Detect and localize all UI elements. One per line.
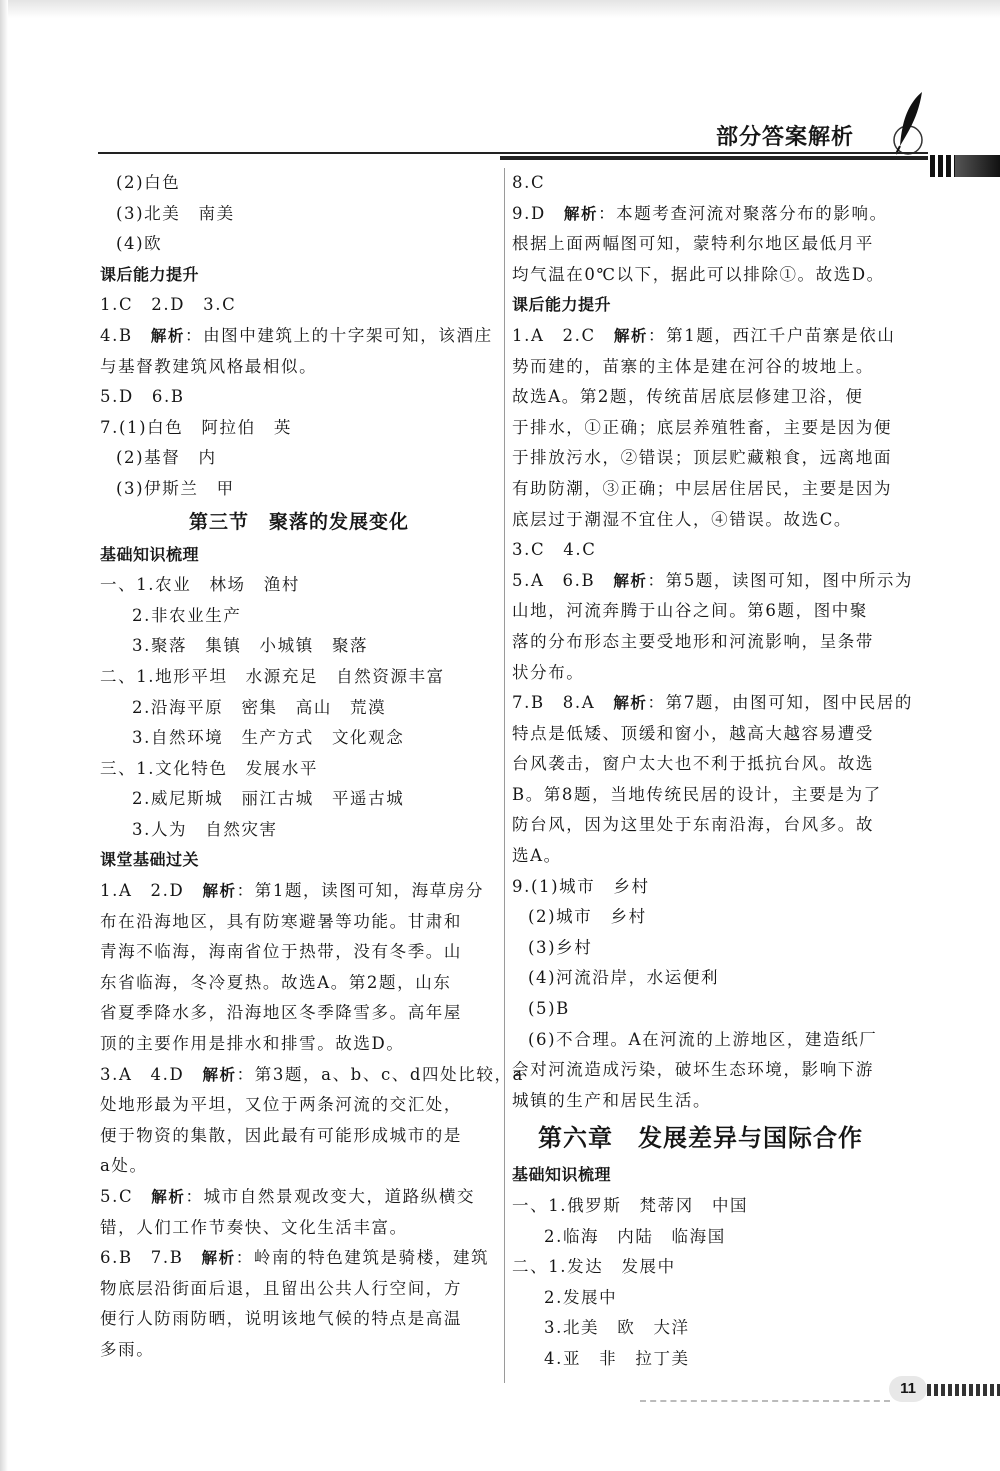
analysis-text: ：第7题，由图可知，图中民居的 <box>647 693 914 713</box>
analysis-text: ：由图中建筑上的十字架可知，该酒庄 <box>184 325 493 345</box>
answer-line <box>100 1182 498 1213</box>
answer-line: 2.沿海平原 密集 高山 荒漠 <box>132 697 387 717</box>
answer-line: (2)城市 乡村 <box>528 907 647 927</box>
answer-line: 于排放污水，②错误；顶层贮藏粮食，远离地面 <box>512 448 893 468</box>
subsection-heading: 课堂基础过关 <box>100 850 200 870</box>
analysis-label: 解析 <box>150 326 185 345</box>
analysis-label: 解析 <box>151 1188 186 1206</box>
answer-line: 东省临海，冬冷夏热。故选A。第2题，山东 <box>100 972 452 992</box>
analysis-label: 解析 <box>563 204 599 223</box>
subsection-heading: 基础知识梳理 <box>100 544 200 564</box>
answer-line <box>512 199 922 230</box>
answer-line: 4.亚 非 拉丁美 <box>544 1348 690 1368</box>
answer-line: 根据上面两幅图可知，蒙特利尔地区最低月平 <box>512 234 874 254</box>
answer-line: 3.聚落 集镇 小城镇 聚落 <box>132 636 369 656</box>
answer-line: 落的分布形态主要受地形和河流影响，呈条带 <box>512 631 874 651</box>
analysis-text: ：第1题，西江千户苗寨是依山 <box>648 325 896 345</box>
answer-line: 7.(1)白色 阿拉伯 英 <box>100 417 292 437</box>
right-column <box>512 168 922 1375</box>
answer-line <box>512 321 922 352</box>
analysis-text: ：岭南的特色建筑是骑楼，建筑 <box>235 1248 490 1268</box>
answer-line <box>100 1060 524 1091</box>
answer-line: 青海不临海，海南省位于热带，没有冬季。山 <box>100 942 462 962</box>
analysis-label: 解析 <box>613 326 649 345</box>
analysis-label: 解析 <box>202 1065 237 1084</box>
answer-line: (3)乡村 <box>528 937 593 957</box>
answer-line: (6)不合理。A在河流的上游地区，建造纸厂 <box>528 1029 878 1049</box>
subsection-heading: 课后能力提升 <box>100 264 200 284</box>
analysis-text: ：第1题，读图可知，海草房分 <box>236 881 485 901</box>
footer-decor-bar <box>927 1384 1000 1396</box>
page-left-shadow <box>0 0 8 1471</box>
answer-line <box>100 321 498 352</box>
answer-line: (2)基督 内 <box>116 448 217 468</box>
answer-line <box>512 566 922 597</box>
section-title: 第三节 聚落的发展变化 <box>188 510 409 533</box>
analysis-label: 解析 <box>201 1249 236 1268</box>
answer-key: 4.B <box>100 325 151 345</box>
answer-line: 势而建的，苗寨的主体是建在河谷的坡地上。 <box>512 356 874 376</box>
answer-line: a处。 <box>100 1156 148 1176</box>
answer-line: 与基督教建筑风格最相似。 <box>100 356 318 376</box>
answer-line: 状分布。 <box>512 662 585 682</box>
answer-line: (2)白色 <box>116 173 181 192</box>
footer-dashed-line <box>640 1400 890 1402</box>
header-title: 部分答案解析 <box>716 125 855 150</box>
answer-line: 防台风，因为这里处于东南沿海，台风多。故 <box>512 815 874 835</box>
analysis-text: ：第5题，读图可知，图中所示为 <box>647 570 914 590</box>
answer-line: 1.C 2.D 3.C <box>100 295 237 315</box>
answer-line: (4)欧 <box>116 234 163 254</box>
answer-line: 顶的主要作用是排水和排雪。故选D。 <box>100 1034 405 1054</box>
answer-key: 1.A 2.C <box>512 325 614 345</box>
answer-line: 于排水，①正确；底层养殖牲畜，主要是因为便 <box>512 417 893 437</box>
answer-line: 特点是低矮、顶缓和窗小，越高大越容易遭受 <box>512 723 874 743</box>
answer-line: 底层过于潮湿不宜住人，④错误。故选C。 <box>512 509 853 529</box>
answer-line: 便行人防雨防晒，说明该地气候的特点是高温 <box>100 1309 462 1329</box>
answer-line: 3.人为 自然灾害 <box>132 819 278 839</box>
answer-line: (3)北美 南美 <box>116 203 235 223</box>
header-rule-thick <box>500 156 928 160</box>
answer-line: 台风袭击，窗户太大也不利于抵抗台风。故选 <box>512 754 874 774</box>
answer-line: (4)河流沿岸，水运便利 <box>528 968 720 988</box>
answer-line: 有助防潮，③正确；中层居住居民，主要是因为 <box>512 478 893 498</box>
answer-line: 2.非农业生产 <box>132 605 242 625</box>
answer-key: 1.A 2.D <box>100 881 203 901</box>
left-column <box>100 168 524 1366</box>
analysis-text: ：本题考查河流对聚落分布的影响。 <box>598 203 888 223</box>
answer-line: 3.C 4.C <box>512 540 597 560</box>
answer-line: 多雨。 <box>100 1339 155 1359</box>
answer-line: 3.自然环境 生产方式 文化观念 <box>132 728 405 748</box>
analysis-label: 解析 <box>202 882 237 901</box>
answer-line: (3)伊斯兰 甲 <box>116 478 235 498</box>
answer-line: 三、1.文化特色 发展水平 <box>100 758 319 778</box>
answer-key: 9.D <box>512 203 564 223</box>
answer-line: 城镇的生产和居民生活。 <box>512 1090 712 1110</box>
answer-line: 二、1.地形平坦 水源充足 自然资源丰富 <box>100 666 445 686</box>
subsection-heading: 基础知识梳理 <box>512 1165 612 1185</box>
answer-line <box>100 876 498 907</box>
answer-line: 3.北美 欧 大洋 <box>544 1318 690 1338</box>
answer-line: 5.D 6.B <box>100 387 185 407</box>
page-top-shadow <box>0 0 1000 18</box>
analysis-text: ：第3题，a、b、c、d四处比较，a <box>236 1064 524 1084</box>
answer-key: 6.B 7.B <box>100 1248 202 1268</box>
answer-line: 2.发展中 <box>544 1287 618 1307</box>
quill-feather-icon <box>880 88 936 158</box>
header-decor-block <box>955 155 1000 177</box>
answer-line: 布在沿海地区，具有防寒避暑等功能。甘肃和 <box>100 911 462 931</box>
answer-line: 一、1.俄罗斯 梵蒂冈 中国 <box>512 1196 749 1215</box>
answer-line: 选A。 <box>512 846 562 866</box>
answer-line: B。第8题，当地传统民居的设计，主要是为了 <box>512 784 882 804</box>
answer-line: 错，人们工作节奏快、文化生活丰富。 <box>100 1217 408 1237</box>
answer-line: 故选A。第2题，传统苗居底层修建卫浴，便 <box>512 387 864 407</box>
answer-line: 处地形最为平坦，又位于两条河流的交汇处， <box>100 1095 462 1115</box>
answer-line <box>512 688 922 719</box>
answer-line: 二、1.发达 发展中 <box>512 1257 676 1277</box>
column-divider <box>504 168 505 1383</box>
answer-line: 一、1.农业 林场 渔村 <box>100 575 300 595</box>
answer-line: 山地，河流奔腾于山谷之间。第6题，图中聚 <box>512 601 868 621</box>
answer-line: 均气温在0℃以下，据此可以排除①。故选D。 <box>512 264 885 284</box>
answer-key: 5.C <box>100 1187 152 1206</box>
answer-key: 3.A 4.D <box>100 1064 203 1084</box>
answer-line: 2.威尼斯城 丽江古城 平遥古城 <box>132 789 405 809</box>
answer-line: 省夏季降水多，沿海地区冬季降雪多。高年屋 <box>100 1003 462 1023</box>
answer-line: 2.临海 内陆 临海国 <box>544 1226 726 1246</box>
answer-line <box>100 1243 498 1274</box>
answer-line: 物底层沿街面后退，且留出公共人行空间，方 <box>100 1278 462 1298</box>
answer-key: 5.A 6.B <box>512 570 614 590</box>
answer-line: 会对河流造成污染，破坏生态环境，影响下游 <box>512 1060 874 1080</box>
analysis-text: ：城市自然景观改变大，道路纵横交 <box>185 1187 476 1206</box>
answer-line: 8.C <box>512 173 546 192</box>
answer-line: (5)B <box>528 999 570 1019</box>
analysis-label: 解析 <box>613 694 648 713</box>
subsection-heading: 课后能力提升 <box>512 295 612 315</box>
answer-line: 便于物资的集散，因此最有可能形成城市的是 <box>100 1125 462 1145</box>
answer-key: 7.B 8.A <box>512 693 614 713</box>
analysis-label: 解析 <box>613 571 648 590</box>
header-rule <box>98 152 928 154</box>
chapter-title: 第六章 发展差异与国际合作 <box>538 1124 863 1153</box>
page-number: 11 <box>889 1376 927 1402</box>
answer-line: 9.(1)城市 乡村 <box>512 876 650 896</box>
